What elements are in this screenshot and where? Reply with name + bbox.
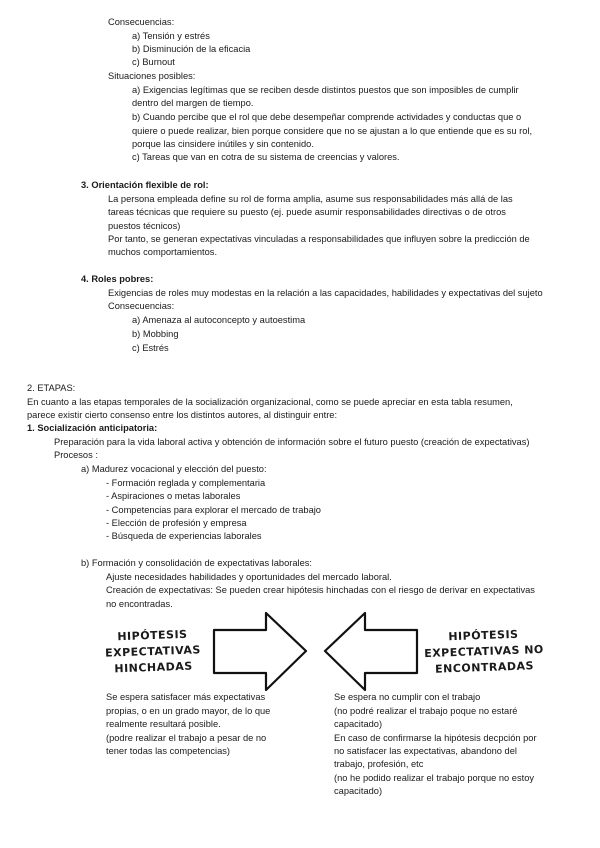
paragraph-line: parece existir cierto consenso entre los distintos autores, al distinguir entre:	[27, 410, 338, 420]
left-label-line: HINCHADAS	[114, 659, 193, 676]
list-item: - Elección de profesión y empresa	[106, 518, 247, 528]
paragraph-line: En caso de confirmarse la hipótesis decpción por	[334, 733, 537, 743]
right-hypothesis-label	[419, 626, 549, 678]
sub-heading: 1. Socialización anticipatoria:	[27, 423, 158, 433]
situaciones-label: Situaciones posibles:	[108, 71, 196, 81]
list-item: c) Burnout	[132, 57, 175, 67]
right-label-line: ENCONTRADAS	[434, 659, 535, 676]
paragraph-line: Ajuste necesidades habilidades y oportunidades del mercado laboral.	[106, 572, 392, 582]
list-item: - Aspiraciones o metas laborales	[106, 491, 241, 501]
paragraph-line: capacitado)	[334, 786, 383, 796]
paragraph-line: no satisfacer las expectativas, abandono del	[334, 746, 517, 756]
item-heading: b) Formación y consolidación de expectativas laborales:	[81, 558, 312, 568]
consecuencias-label: Consecuencias:	[108, 301, 175, 311]
paragraph-line: no encontradas.	[106, 599, 173, 609]
paragraph-line: (podre realizar el trabajo a pesar de no	[106, 733, 267, 743]
paragraph-line: En cuanto a las etapas temporales de la socialización organizacional, como se puede apreciar en esta tabla resumen,	[27, 397, 513, 407]
list-item: c) Estrés	[132, 343, 169, 353]
paragraph-line: propias, o en un grado mayor, de lo que	[106, 706, 271, 716]
list-item: a) Exigencias legítimas que se reciben desde distintos puestos que son imposibles de cumplir	[132, 85, 519, 95]
paragraph-line: Creación de expectativas: Se pueden crear hipótesis hinchadas con el riesgo de derivar en expectativas	[106, 585, 535, 595]
paragraph-line: muchos comportamientos.	[108, 247, 218, 257]
list-item: a) Tensión y estrés	[132, 31, 210, 41]
list-item: c) Tareas que van en cotra de su sistema de creencias y valores.	[132, 152, 400, 162]
paragraph-line: Se espera no cumplir con el trabajo	[334, 692, 481, 702]
section-heading: 2. ETAPAS:	[27, 383, 76, 393]
right-label-line: EXPECTATIVAS NO	[423, 642, 544, 661]
list-item: b) Mobbing	[132, 329, 179, 339]
paragraph-line: capacitado)	[334, 719, 383, 729]
paragraph-line: La persona empleada define su rol de forma amplia, asume sus responsabilidades más allá de las	[108, 194, 513, 204]
consecuencias-label: Consecuencias:	[108, 17, 175, 27]
paragraph-line: (no podré realizar el trabajo poque no estaré	[334, 706, 518, 716]
paragraph-line: realmente resultará posible.	[106, 719, 221, 729]
paragraph-line: (no he podido realizar el trabajo porque no estoy	[334, 773, 535, 783]
procesos-label: Procesos :	[54, 450, 98, 460]
paragraph-line: Se espera satisfacer más expectativas	[106, 692, 266, 702]
left-label-line: EXPECTATIVAS	[104, 643, 202, 660]
paragraph-line: Exigencias de roles muy modestas en la relación a las capacidades, habilidades y expectativas del sujeto	[108, 288, 543, 298]
list-item: - Competencias para explorar el mercado de trabajo	[106, 505, 321, 515]
paragraph-line: tareas técnicas que requiere su puesto (ej. puede asumir responsabilidades directivas o de otros	[108, 207, 506, 217]
paragraph-line: tener todas las competencias)	[106, 746, 231, 756]
list-item: b) Cuando percibe que el rol que debe desempeñar comprende actividades y conductas que o	[132, 112, 522, 122]
paragraph-line: puestos técnicos)	[108, 221, 181, 231]
list-item: a) Amenaza al autoconcepto y autoestima	[132, 315, 306, 325]
item-heading: a) Madurez vocacional y elección del puesto:	[81, 464, 267, 474]
paragraph-line: trabajo, profesión, etc	[334, 759, 424, 769]
list-item: quiere o puede realizar, bien porque considere que no se ajustan a lo que entiende que es su rol,	[132, 126, 533, 136]
list-item: b) Disminución de la eficacia	[132, 44, 251, 54]
list-item: porque las cinsidere inútiles y sin contenido.	[132, 139, 314, 149]
list-item: dentro del margen de tiempo.	[132, 98, 254, 108]
paragraph-line: Preparación para la vida laboral activa y obtención de información sobre el futuro puesto (creación de expectativas)	[54, 437, 530, 447]
right-label-line: HIPÓTESIS	[448, 627, 519, 644]
left-label-line: HIPÓTESIS	[117, 627, 188, 644]
list-item: - Formación reglada y complementaria	[106, 478, 266, 488]
section-heading: 3. Orientación flexible de rol:	[81, 180, 209, 190]
list-item: - Búsqueda de experiencias laborales	[106, 531, 262, 541]
paragraph-line: Por tanto, se generan expectativas vinculadas a responsabilidades que influyen sobre la predicción de	[108, 234, 530, 244]
left-hypothesis-label	[97, 626, 209, 678]
section-heading: 4. Roles pobres:	[81, 274, 154, 284]
